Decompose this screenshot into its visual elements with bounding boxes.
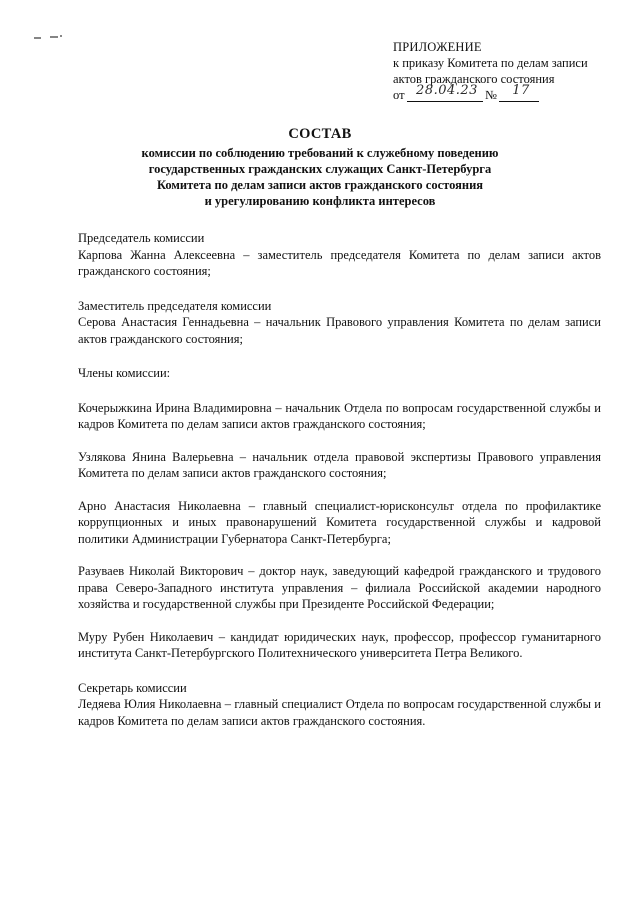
handwritten-number: 17 [512,83,530,98]
title-line-4: и урегулированию конфликта интересов [204,194,436,208]
members-label: Члены комиссии: [78,366,171,380]
member-entry: Узлякова Янина Валерьевна – начальник отдела правовой экспертизы Правового управления Комитета по делам записи актов гражданского состояния; [78,449,601,480]
handwritten-date: 28.04.23 [416,83,478,98]
title-line-3: Комитета по делам записи актов гражданского состояния [156,178,484,192]
order-date-line [393,83,623,104]
member-entry: Кочерыжкина Ирина Владимировна – начальник Отдела по вопросам государственной службы и кадров Комитета по делам записи актов гражданского состояния; [78,400,601,431]
chair-label: Председатель комиссии [78,231,205,245]
document-title: СОСТАВ [288,126,352,142]
date-prefix: от [393,88,405,102]
member-entry: Арно Анастасия Николаевна – главный специалист-юрисконсульт отдела по профилактике коррупционных и иных правонарушений Комитета государственной службы и кадровой политики Администрации Губернатора Санкт-Петербурга; [78,498,601,546]
appendix-header [393,39,623,104]
title-line-1: комиссии по соблюдению требований к служебному поведению [141,146,499,160]
secretary-label: Секретарь комиссии [78,680,187,695]
appendix-order-line: к приказу Комитета по делам записи [393,56,588,70]
number-prefix: № [485,88,497,102]
chair-entry: Карпова Жанна Алексеевна – заместитель председателя Комитета по делам записи актов гражданского состояния; [78,247,601,278]
number-underline [499,101,539,102]
deputy-label: Заместитель председателя комиссии [78,298,272,313]
date-underline [407,101,483,102]
commission-composition [78,230,601,729]
secretary-entry: Ледяева Юлия Николаевна – главный специалист Отдела по вопросам государственной службы и кадров Комитета по делам записи актов гражданского состояния. [78,697,601,728]
scan-artifact-marks [34,32,84,42]
document-title-block [60,123,580,209]
member-entry: Муру Рубен Николаевич – кандидат юридических наук, профессор, профессор гуманитарного института Санкт-Петербургского Политехнического университета Петра Великого. [78,629,601,660]
deputy-entry: Серова Анастасия Геннадьевна – начальник Правового управления Комитета по делам записи актов гражданского состояния; [78,315,601,346]
member-entry: Разуваев Николай Викторович – доктор наук, заведующий кафедрой гражданского и трудового права Северо-Западного института управления – филиала Российской академии народного хозяйства и государственной службы при Президенте Российской Федерации; [78,564,601,611]
appendix-title: ПРИЛОЖЕНИЕ [393,40,482,54]
appendix-committee-line: актов гражданского состояния [393,72,555,86]
title-line-2: государственных гражданских служащих Санкт-Петербурга [148,162,492,176]
